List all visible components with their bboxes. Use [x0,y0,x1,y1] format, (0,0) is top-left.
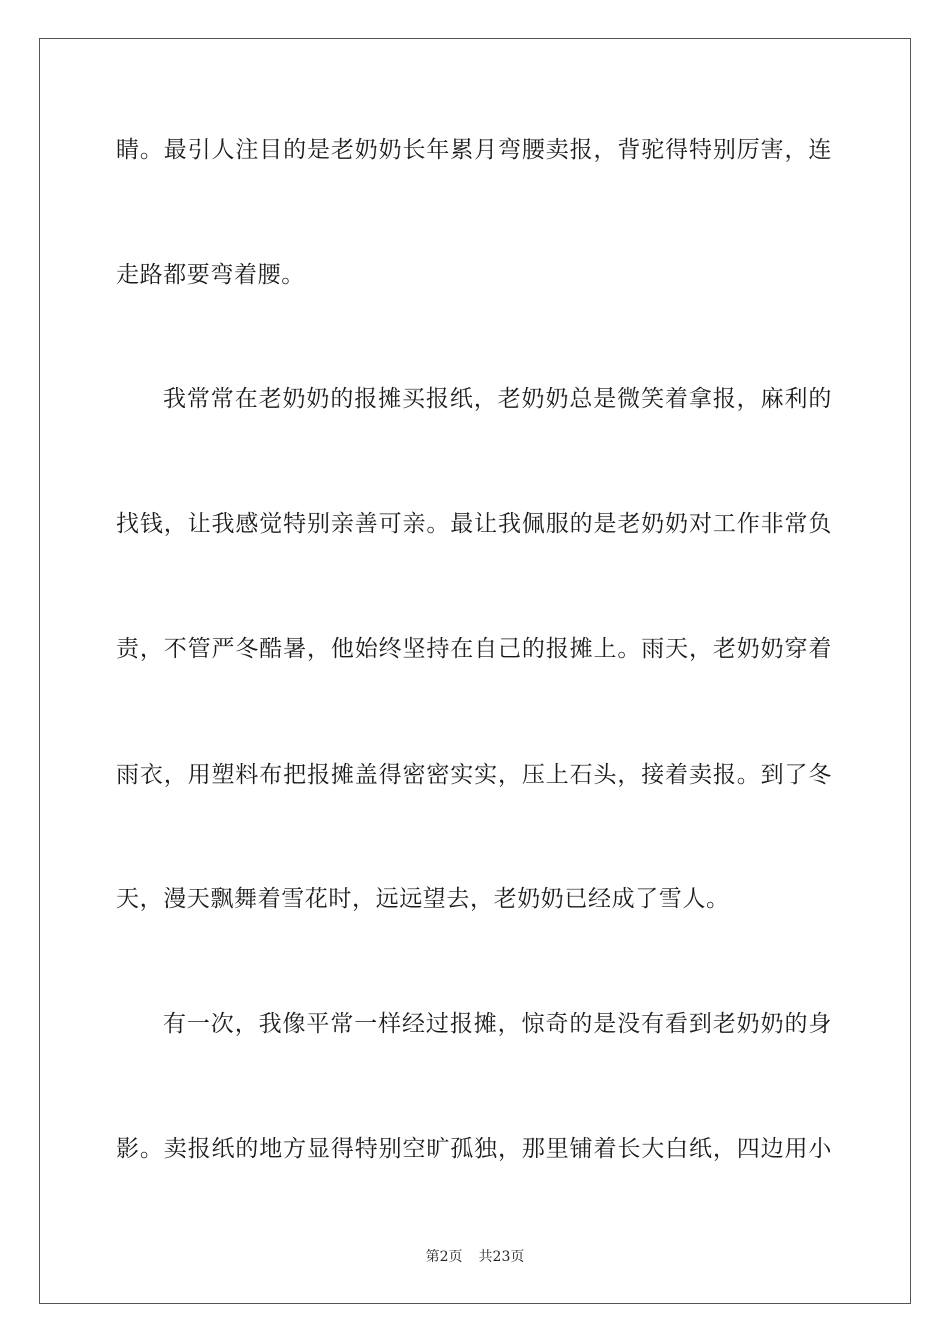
text-line-6: 雨衣，用塑料布把报摊盖得密密实实，压上石头，接着卖报。到了冬 [116,762,832,788]
total-pages-label: 共23页 [478,1249,525,1265]
text-line-1: 睛。最引人注目的是老奶奶长年累月弯腰卖报，背驼得特别厉害，连 [116,137,832,163]
page-footer [0,1248,950,1266]
paragraph-start-line: 我常常在老奶奶的报摊买报纸，老奶奶总是微笑着拿报，麻利的 [163,386,832,412]
text-line-4: 找钱，让我感觉特别亲善可亲。最让我佩服的是老奶奶对工作非常负 [116,511,832,537]
page-border [39,38,911,1304]
text-line-9: 影。卖报纸的地方显得特别空旷孤独，那里铺着长大白纸，四边用小 [116,1136,832,1162]
text-line-2: 走路都要弯着腰。 [116,262,305,288]
current-page-label: 第2页 [425,1249,463,1265]
text-line-7: 天，漫天飘舞着雪花时，远远望去，老奶奶已经成了雪人。 [116,886,730,912]
paragraph-start-line: 有一次，我像平常一样经过报摊，惊奇的是没有看到老奶奶的身 [163,1011,832,1037]
text-line-5: 责，不管严冬酷暑，他始终坚持在自己的报摊上。雨天，老奶奶穿着 [116,636,832,662]
